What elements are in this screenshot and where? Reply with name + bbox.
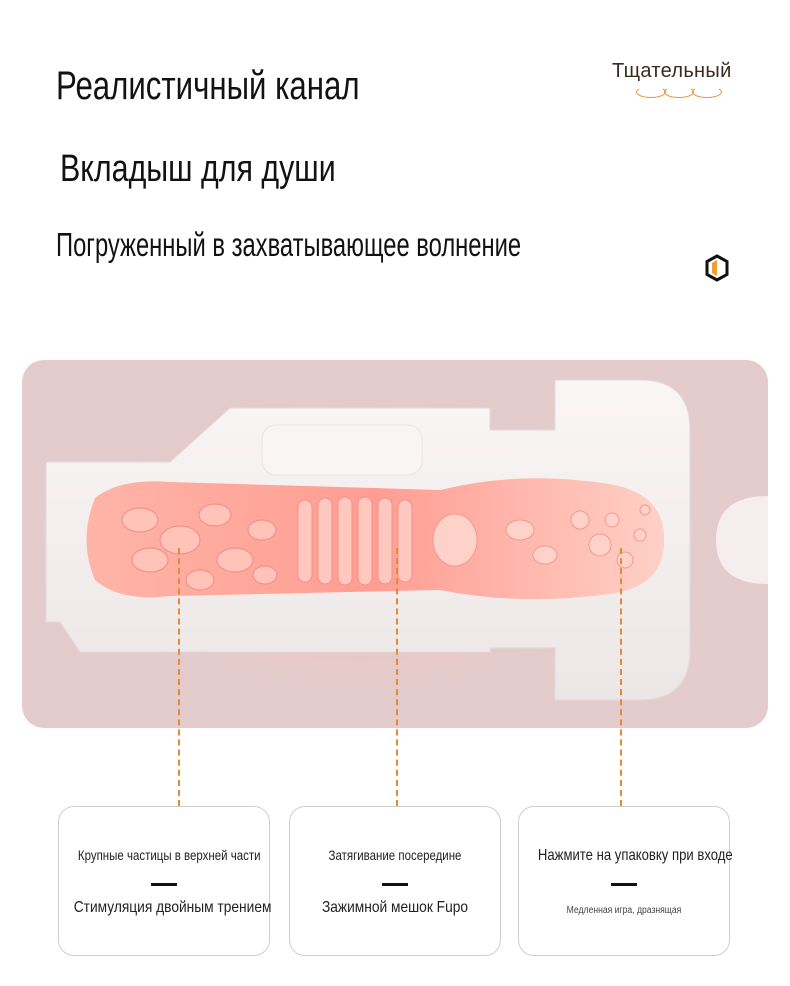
feature-card-upper-particles bbox=[58, 806, 270, 956]
feature-title: Нажмите на упаковку при входе bbox=[537, 847, 733, 864]
headline-immersed-excitement: Погруженный в захватывающее волнение bbox=[56, 226, 522, 263]
headline-shower-insert: Вкладыш для души bbox=[60, 148, 336, 190]
feature-title: Крупные частицы в верхней части bbox=[77, 847, 261, 863]
callout-line-middle bbox=[396, 548, 398, 806]
divider bbox=[611, 883, 637, 886]
sleeve-grip bbox=[262, 425, 422, 475]
brand-text: Тщательный bbox=[612, 60, 732, 82]
feature-card-middle-tightening bbox=[289, 806, 501, 956]
feature-subtitle: Зажимной мешок Fupo bbox=[321, 899, 469, 916]
feature-subtitle: Стимуляция двойным трением bbox=[73, 899, 272, 916]
divider bbox=[382, 883, 408, 886]
feature-subtitle: Медленная игра, дразнящая bbox=[566, 905, 682, 916]
divider bbox=[151, 883, 177, 886]
callout-line-right bbox=[620, 548, 622, 806]
headline-realistic-channel: Реалистичный канал bbox=[56, 64, 360, 108]
side-knob bbox=[716, 496, 768, 584]
feature-title: Затягивание посередине bbox=[328, 847, 462, 863]
callout-line-left bbox=[178, 548, 180, 806]
feature-card-entry-press bbox=[518, 806, 733, 956]
